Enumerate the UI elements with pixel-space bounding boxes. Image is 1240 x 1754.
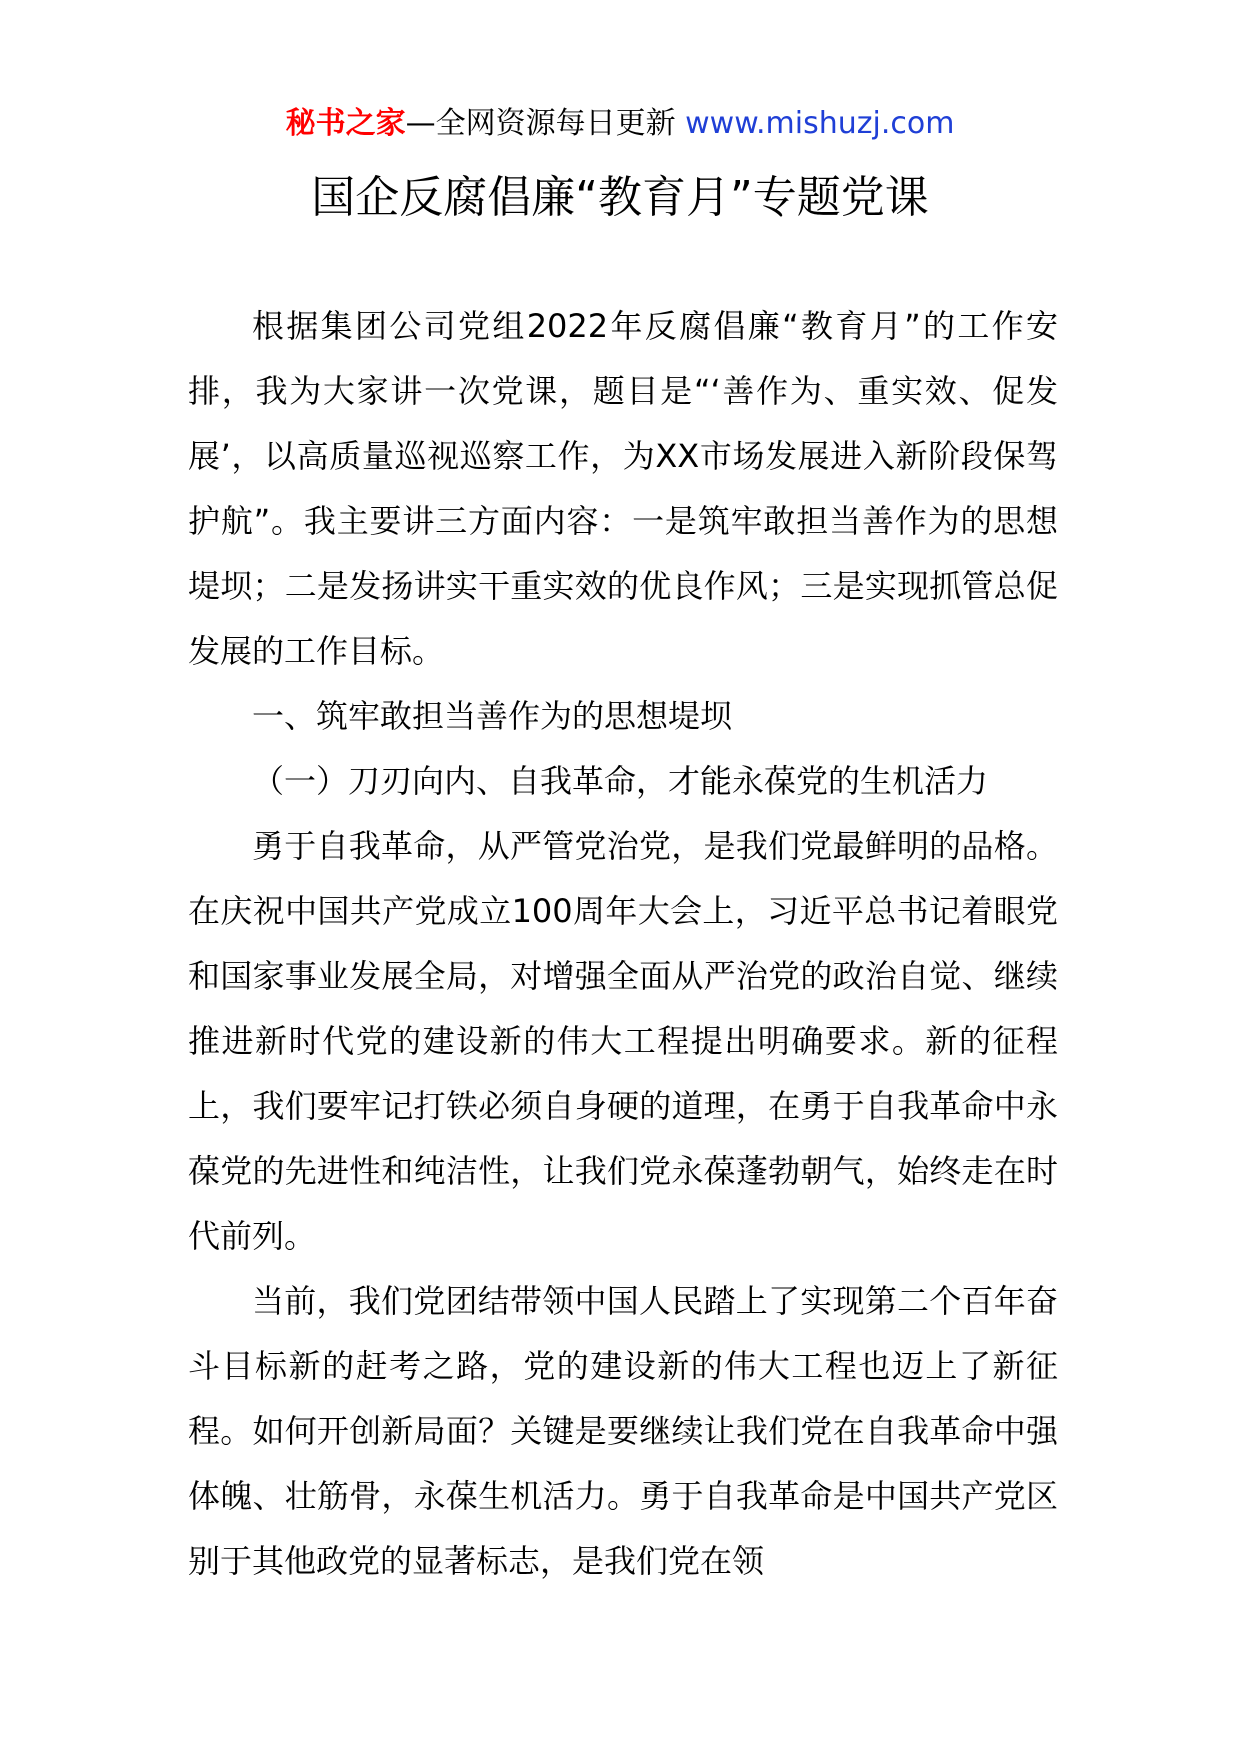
subsection-heading-1: （一）刀刃向内、自我革命，才能永葆党的生机活力 bbox=[252, 762, 989, 800]
section-heading-1: 一、筑牢敢担当善作为的思想堤坝 bbox=[252, 697, 733, 735]
paragraph-current: 当前，我们党团结带领中国人民踏上了实现第二个百年奋斗目标新的赶考之路，党的建设新的伟大工程也迈上了新征程。如何开创新局面？关键是要继续让我们党在自我革命中强体魄、壮筋骨，永葆生机活力。勇于自我革命是中国共产党区别于其他政党的显著标志，是我们党在领 bbox=[188, 1282, 1058, 1580]
site-url-link[interactable]: www.mishuzj.com bbox=[685, 106, 955, 141]
site-header bbox=[0, 100, 1240, 148]
document-body bbox=[188, 294, 1058, 1594]
paragraph-self-revolution: 勇于自我革命，从严管党治党，是我们党最鲜明的品格。在庆祝中国共产党成立100周年大会上，习近平总书记着眼党和国家事业发展全局，对增强全面从严治党的政治自觉、继续推进新时代党的建设新的伟大工程提出明确要求。新的征程上，我们要牢记打铁必须自身硬的道理，在勇于自我革命中永葆党的先进性和纯洁性，让我们党永葆蓬勃朝气，始终走在时代前列。 bbox=[188, 827, 1058, 1255]
brand-name: 秘书之家 bbox=[285, 106, 406, 141]
header-tagline: —全网资源每日更新 bbox=[405, 106, 686, 141]
document-title: 国企反腐倡廉“教育月”专题党课 bbox=[311, 172, 929, 223]
paragraph-intro: 根据集团公司党组2022年反腐倡廉“教育月”的工作安排，我为大家讲一次党课，题目是“‘善作为、重实效、促发展’，以高质量巡视巡察工作，为XX市场发展进入新阶段保驾护航”。我主要讲三方面内容：一是筑牢敢担当善作为的思想堤坝；二是发扬讲实干重实效的优良作风；三是实现抓管总促发展的工作目标。 bbox=[188, 307, 1058, 670]
